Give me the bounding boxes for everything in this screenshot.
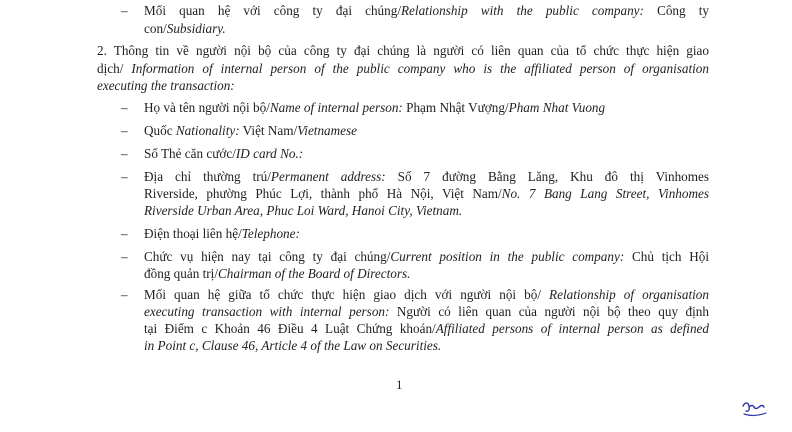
relationship-org-label-vn: Mối quan hệ giữa tổ chức thực hiện giao dịch với người nội bộ/ bbox=[144, 287, 550, 302]
position-line1 bbox=[144, 248, 709, 266]
nationality-label-en: Nationality: bbox=[175, 123, 240, 138]
name-value-en: Pham Nhat Vuong bbox=[508, 100, 606, 115]
relationship-org-line2 bbox=[144, 303, 709, 321]
handwritten-initials-icon bbox=[740, 396, 770, 420]
bullet-dash: – bbox=[121, 226, 128, 241]
bullet-dash: – bbox=[121, 287, 128, 302]
bullet-dash: – bbox=[121, 3, 128, 18]
bullet-dash: – bbox=[121, 169, 128, 184]
relationship-public-company-line2 bbox=[144, 20, 226, 38]
address-line3 bbox=[144, 202, 462, 220]
relationship-public-company-label-en: Relationship with the public company: bbox=[401, 3, 644, 18]
name-label-en: Name of internal person: bbox=[269, 100, 403, 115]
relationship-org-value-vn: Người có liên quan của người nội bộ theo quy định bbox=[389, 304, 709, 319]
page-number: 1 bbox=[396, 377, 403, 392]
bullet-dash: – bbox=[121, 146, 128, 161]
address-value-vn: Số 7 đường Bằng Lăng, Khu đô thị Vinhomes bbox=[385, 169, 709, 184]
relationship-org-value-en-cont: in Point c, Clause 46, Article 4 of the Law on Securities. bbox=[144, 338, 442, 353]
name-value-vn: Phạm Nhật Vượng/ bbox=[402, 100, 509, 115]
section2-line3-en: executing the transaction: bbox=[97, 78, 235, 93]
internal-person-nationality bbox=[144, 122, 357, 140]
relationship-public-company-label-vn: Mối quan hệ với công ty đại chúng/ bbox=[144, 3, 401, 18]
address-line1 bbox=[144, 168, 709, 186]
position-value-vn: Chủ tịch Hội bbox=[624, 249, 709, 264]
relationship-public-company-value-en: Subsidiary. bbox=[166, 21, 226, 36]
relationship-org-value-vn-cont: tại Điểm c Khoản 46 Điều 4 Luật Chứng khoán/ bbox=[144, 321, 436, 336]
section2-line2 bbox=[97, 60, 709, 78]
telephone-label-en: Telephone: bbox=[241, 226, 300, 241]
relationship-org-line1 bbox=[144, 286, 709, 304]
address-value-vn-cont: Riverside, phường Phúc Lợi, thành phố Hà Nội, Việt Nam/ bbox=[144, 186, 502, 201]
internal-person-id-card bbox=[144, 145, 303, 163]
relationship-public-company-value-vn: Công ty bbox=[643, 3, 709, 18]
address-label-vn: Địa chỉ thường trú/ bbox=[144, 169, 271, 184]
bullet-dash: – bbox=[121, 100, 128, 115]
section2-line2-en: Information of internal person of the public company who is the affiliated person of organisation bbox=[131, 61, 709, 76]
position-value-en: Chairman of the Board of Directors. bbox=[218, 266, 411, 281]
telephone-label-vn: Điện thoại liên hệ/ bbox=[144, 226, 242, 241]
address-value-en: No. 7 Bang Lang Street, Vinhomes bbox=[501, 186, 709, 201]
relationship-public-company-line1 bbox=[144, 2, 709, 20]
bullet-dash: – bbox=[121, 249, 128, 264]
address-value-en-cont: Riverside Urban Area, Phuc Loi Ward, Hanoi City, Vietnam. bbox=[144, 203, 463, 218]
address-line2 bbox=[144, 185, 709, 203]
internal-person-name bbox=[144, 99, 605, 117]
relationship-org-label-en: Relationship of organisation bbox=[549, 287, 709, 302]
name-label-vn: Họ và tên người nội bộ/ bbox=[144, 100, 270, 115]
id-card-label-en: ID card No.: bbox=[235, 146, 304, 161]
address-label-en: Permanent address: bbox=[270, 169, 386, 184]
relationship-org-line3 bbox=[144, 320, 709, 338]
position-line2 bbox=[144, 265, 410, 283]
position-value-vn-cont: đồng quản trị/ bbox=[144, 266, 218, 281]
section2-line1: 2. Thông tin về người nội bộ của công ty đại chúng là người có liên quan của tổ chức thực hiện giao bbox=[97, 43, 709, 58]
relationship-public-company-value-vn-cont: con/ bbox=[144, 21, 167, 36]
section2-line2-vn: dịch/ bbox=[97, 61, 132, 76]
relationship-org-value-en: Affiliated persons of internal person as defined bbox=[435, 321, 709, 336]
nationality-value-en: Vietnamese bbox=[297, 123, 358, 138]
nationality-value-vn: Việt Nam/ bbox=[239, 123, 298, 138]
bullet-dash: – bbox=[121, 123, 128, 138]
nationality-label-vn: Quốc bbox=[144, 123, 176, 138]
section2-line3 bbox=[97, 77, 235, 95]
id-card-label-vn: Số Thẻ căn cước/ bbox=[144, 146, 236, 161]
position-label-vn: Chức vụ hiện nay tại công ty đại chúng/ bbox=[144, 249, 391, 264]
position-label-en: Current position in the public company: bbox=[390, 249, 625, 264]
internal-person-telephone bbox=[144, 225, 300, 243]
relationship-org-label-en-cont: executing transaction with internal person: bbox=[144, 304, 390, 319]
relationship-org-line4 bbox=[144, 337, 441, 355]
